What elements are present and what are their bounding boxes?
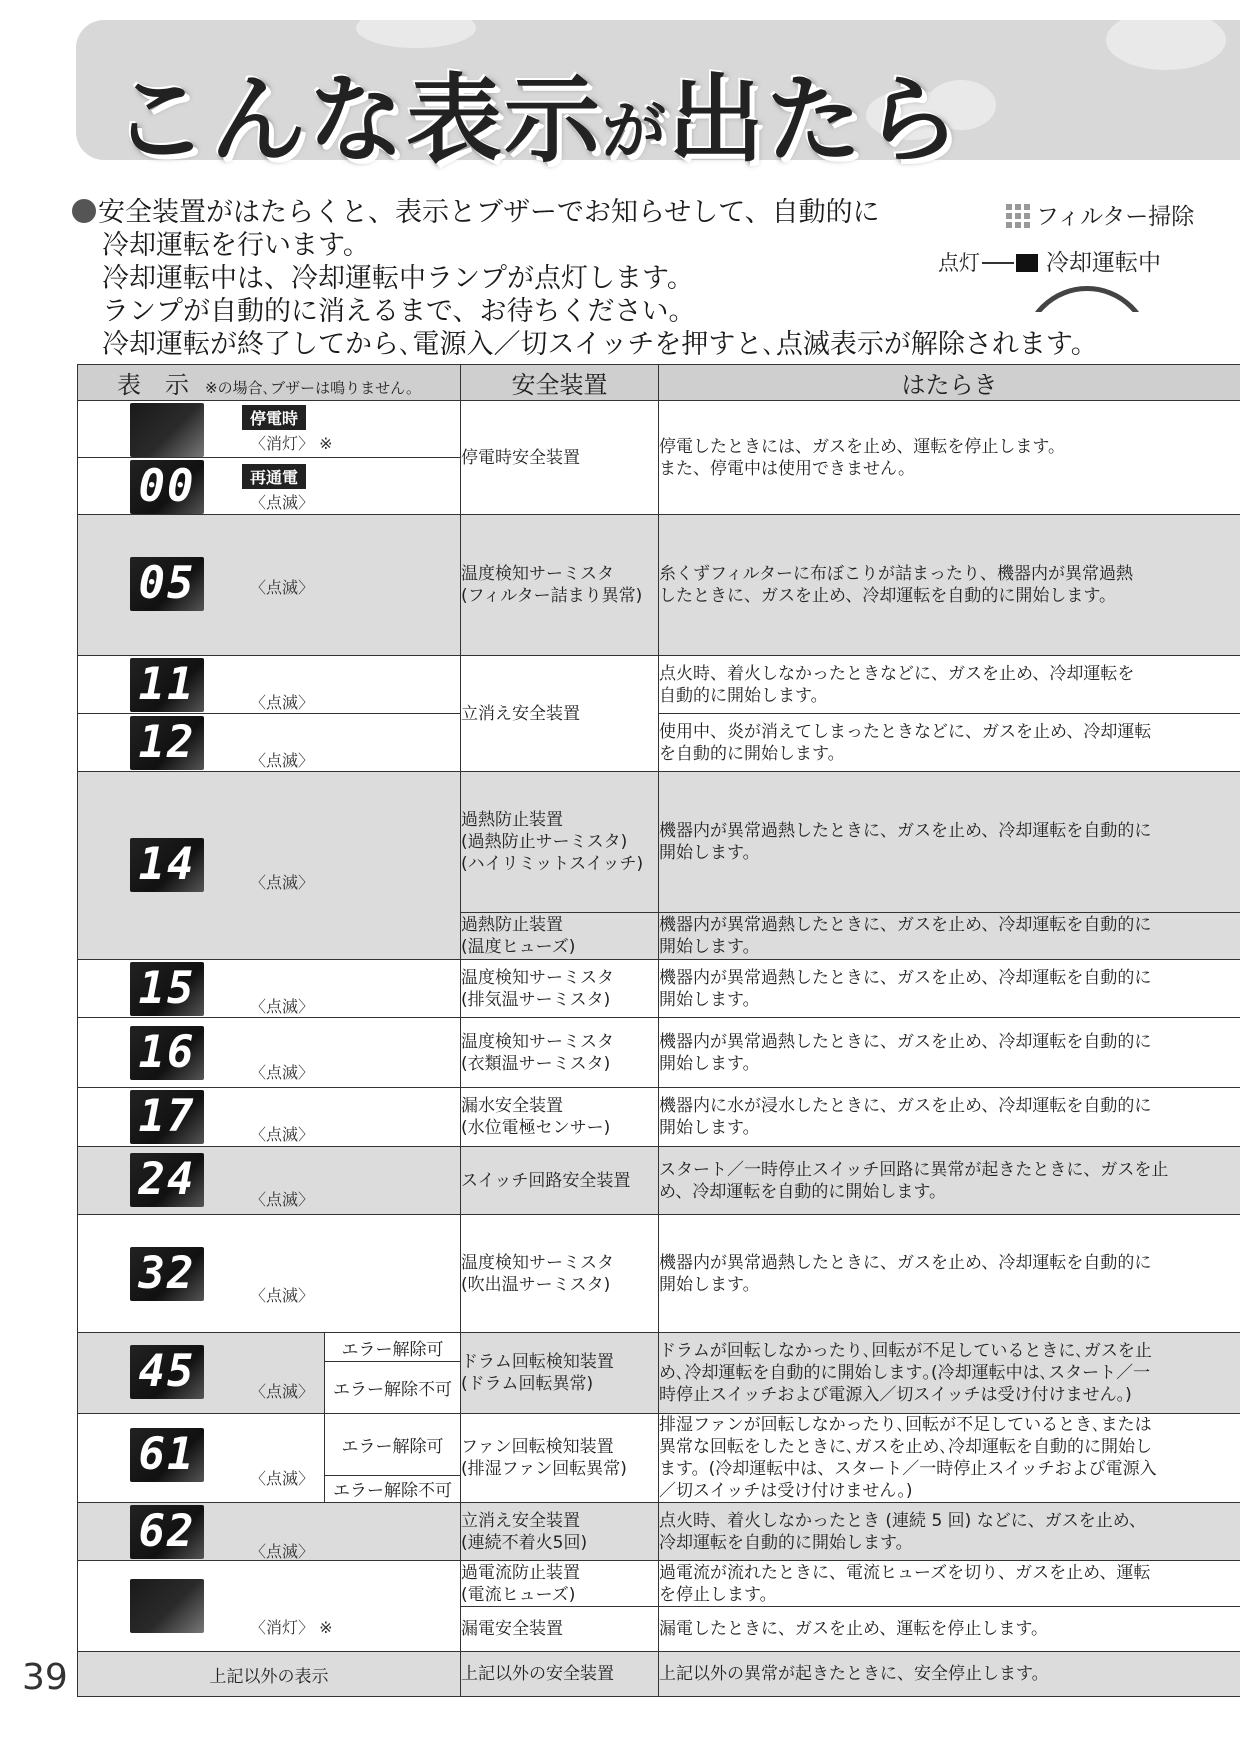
error-clear-possible: エラー解除可 xyxy=(325,1333,461,1362)
desc-cell: 停電したときには、ガスを止め、運転を停止します。 また、停電中は使用できません。 xyxy=(659,401,1240,515)
error-table xyxy=(77,364,1240,1697)
display-cell: 上記以外の表示 xyxy=(78,1652,461,1697)
page-number: 39 xyxy=(22,1657,68,1698)
table-row xyxy=(78,656,1240,714)
header-display: 表 示 ※の場合､ブザーは鳴りません。 xyxy=(78,365,461,401)
display-cell xyxy=(78,515,461,656)
error-code-display: 45 xyxy=(130,1345,204,1399)
header-function: はたらき xyxy=(659,365,1240,401)
display-label: 〈点滅〉 xyxy=(250,1382,315,1401)
table-row xyxy=(78,1414,1240,1476)
device-cell: 漏水安全装置 (水位電極センサー) xyxy=(461,1088,659,1147)
error-code-display: 05 xyxy=(130,557,204,611)
table-row xyxy=(78,772,1240,913)
header-device: 安全装置 xyxy=(461,365,659,401)
desc-cell: 機器内が異常過熱したときに、ガスを止め、冷却運転を自動的に 開始します。 xyxy=(659,960,1240,1018)
table-row xyxy=(78,515,1240,656)
display-cell xyxy=(78,458,461,515)
display-cell xyxy=(78,960,461,1018)
bullet-icon xyxy=(72,199,96,223)
arrow-icon xyxy=(982,262,1014,264)
filter-grid-icon xyxy=(1006,204,1030,228)
device-cell: 過電流防止装置 (電流ヒューズ) xyxy=(461,1561,659,1607)
display-cell xyxy=(78,714,461,772)
desc-cell: 機器内が異常過熱したときに、ガスを止め、冷却運転を自動的に 開始します。 xyxy=(659,772,1240,913)
error-clear-possible: エラー解除可 xyxy=(325,1414,461,1476)
cooling-label: 冷却運転中 xyxy=(1046,250,1161,276)
display-label: 〈消灯〉 ※ xyxy=(250,434,333,453)
device-cell: 立消え安全装置 xyxy=(461,656,659,772)
display-label: 〈点滅〉 xyxy=(250,873,315,892)
device-cell: 温度検知サーミスタ (衣類温サーミスタ) xyxy=(461,1018,659,1088)
device-cell: 立消え安全装置 (連続不着火5回) xyxy=(461,1503,659,1561)
error-code-display: 17 xyxy=(130,1090,204,1144)
display-label: 〈点滅〉 xyxy=(250,1286,315,1305)
table-row xyxy=(78,714,1240,772)
table-row xyxy=(78,1147,1240,1215)
error-code-display: 61 xyxy=(130,1428,204,1482)
device-cell: 温度検知サーミスタ (排気温サーミスタ) xyxy=(461,960,659,1018)
device-cell: 上記以外の安全装置 xyxy=(461,1652,659,1697)
device-cell: 過熱防止装置 (過熱防止サーミスタ) (ハイリミットスイッチ) xyxy=(461,772,659,913)
error-code-display: 00 xyxy=(130,460,204,514)
display-cell xyxy=(78,656,461,714)
table-header xyxy=(78,365,1240,401)
error-clear-impossible: エラー解除不可 xyxy=(325,1362,461,1414)
display-cell xyxy=(78,1561,461,1652)
status-badge: 停電時 xyxy=(242,405,306,430)
device-cell: 温度検知サーミスタ (フィルター詰まり異常) xyxy=(461,515,659,656)
display-label: 〈点滅〉 xyxy=(250,1125,315,1144)
display-label: 〈点滅〉 xyxy=(250,578,315,597)
display-label: 〈点滅〉 xyxy=(250,1542,315,1561)
table-row xyxy=(78,1652,1240,1697)
intro-line: 安全装置がはたらくと、表示とブザーでお知らせして、自動的に xyxy=(72,196,1098,229)
display-label: 〈点滅〉 xyxy=(250,1063,315,1082)
intro-line: 冷却運転を行います。 xyxy=(102,230,370,261)
error-code-display: 12 xyxy=(130,716,204,770)
cooling-legend xyxy=(938,244,1161,277)
error-code-display: 32 xyxy=(130,1247,204,1301)
device-cell: スイッチ回路安全装置 xyxy=(461,1147,659,1215)
intro-text xyxy=(72,196,1098,361)
page-title: こんな表示が出たら xyxy=(112,64,962,176)
device-cell: 漏電安全装置 xyxy=(461,1607,659,1652)
display-cell xyxy=(78,1147,461,1215)
display-cell xyxy=(78,1018,461,1088)
table-row xyxy=(78,1561,1240,1607)
device-cell: 停電時安全装置 xyxy=(461,401,659,515)
error-code-display: 62 xyxy=(130,1505,204,1559)
device-cell: 温度検知サーミスタ (吹出温サーミスタ) xyxy=(461,1215,659,1333)
desc-cell: 機器内に水が浸水したときに、ガスを止め、冷却運転を自動的に 開始します。 xyxy=(659,1088,1240,1147)
lamp-icon xyxy=(1016,254,1038,272)
desc-cell: ドラムが回転しなかったり､回転が不足しているときに､ガスを止 め､冷却運転を自動的に開始します｡(冷却運転中は､スタート／一 時停止スイッチおよび電源入／切スイッチは受け付けません｡) xyxy=(659,1333,1240,1414)
display-cell xyxy=(78,1414,325,1503)
display-blank xyxy=(130,403,204,457)
desc-cell: 過電流が流れたときに、電流ヒューズを切り、ガスを止め、運転 を停止します。 xyxy=(659,1561,1240,1607)
display-label: 〈点滅〉 xyxy=(250,997,315,1016)
desc-cell: 漏電したときに、ガスを止め、運転を停止します。 xyxy=(659,1607,1240,1652)
desc-cell: 点火時、着火しなかったとき (連続 5 回) などに、ガスを止め、 冷却運転を自動的に開始します。 xyxy=(659,1503,1240,1561)
error-clear-impossible: エラー解除不可 xyxy=(325,1475,461,1502)
display-label: 〈点滅〉 xyxy=(250,1469,315,1488)
desc-cell: 点火時、着火しなかったときなどに、ガスを止め、冷却運転を 自動的に開始します。 xyxy=(659,656,1240,714)
error-code-display: 15 xyxy=(130,962,204,1016)
display-cell xyxy=(78,1503,461,1561)
desc-cell: 使用中、炎が消えてしまったときなどに、ガスを止め、冷却運転 を自動的に開始します。 xyxy=(659,714,1240,772)
display-cell xyxy=(78,401,461,458)
display-cell xyxy=(78,1333,325,1414)
table-row xyxy=(78,1333,1240,1362)
table-row xyxy=(78,1018,1240,1088)
error-code-display: 14 xyxy=(130,838,204,892)
error-code-display: 11 xyxy=(130,658,204,712)
desc-cell: 糸くずフィルターに布ぼこりが詰まったり、機器内が異常過熱 したときに、ガスを止め、冷却運転を自動的に開始します。 xyxy=(659,515,1240,656)
display-label: 〈点滅〉 xyxy=(250,751,315,770)
table-row xyxy=(78,1215,1240,1333)
display-label: 〈点滅〉 xyxy=(250,1190,315,1209)
intro-line: ランプが自動的に消えるまで、お待ちください。 xyxy=(102,296,696,327)
display-cell xyxy=(78,1088,461,1147)
device-cell: 過熱防止装置 (温度ヒューズ) xyxy=(461,913,659,960)
display-label: 〈点滅〉 xyxy=(250,693,315,712)
status-badge: 再通電 xyxy=(242,464,306,489)
error-code-display: 24 xyxy=(130,1153,204,1207)
display-cell xyxy=(78,772,461,960)
display-label: 〈点滅〉 xyxy=(250,493,315,512)
lit-label: 点灯 xyxy=(938,251,980,275)
table-row xyxy=(78,1088,1240,1147)
display-cell xyxy=(78,1215,461,1333)
desc-cell: 機器内が異常過熱したときに、ガスを止め、冷却運転を自動的に 開始します。 xyxy=(659,913,1240,960)
filter-legend: フィルター掃除 xyxy=(1006,198,1194,231)
cloud-decoration xyxy=(1106,20,1226,70)
display-blank xyxy=(130,1579,204,1633)
desc-cell: スタート／一時停止スイッチ回路に異常が起きたときに、ガスを止 め、冷却運転を自動的に開始します。 xyxy=(659,1147,1240,1215)
desc-cell: 排湿ファンが回転しなかったり､回転が不足しているとき､または 異常な回転をしたときに､ガスを止め､冷却運転を自動的に開始し ます。(冷却運転中は、スタート／一時停止スイッチおよび電源入 ／切スイッチは受け付けません。) xyxy=(659,1414,1240,1503)
table-row xyxy=(78,401,1240,458)
intro-line: 冷却運転が終了してから､電源入／切スイッチを押すと､点滅表示が解除されます。 xyxy=(102,329,1098,360)
device-cell: ドラム回転検知装置 (ドラム回転異常) xyxy=(461,1333,659,1414)
device-cell: ファン回転検知装置 (排湿ファン回転異常) xyxy=(461,1414,659,1503)
table-row xyxy=(78,1503,1240,1561)
table-row xyxy=(78,960,1240,1018)
desc-cell: 機器内が異常過熱したときに、ガスを止め、冷却運転を自動的に 開始します。 xyxy=(659,1018,1240,1088)
desc-cell: 上記以外の異常が起きたときに、安全停止します。 xyxy=(659,1652,1240,1697)
display-label: 〈消灯〉 ※ xyxy=(250,1618,333,1637)
desc-cell: 機器内が異常過熱したときに、ガスを止め、冷却運転を自動的に 開始します。 xyxy=(659,1215,1240,1333)
error-code-display: 16 xyxy=(130,1026,204,1080)
intro-line: 冷却運転中は、冷却運転中ランプが点灯します。 xyxy=(102,263,694,294)
